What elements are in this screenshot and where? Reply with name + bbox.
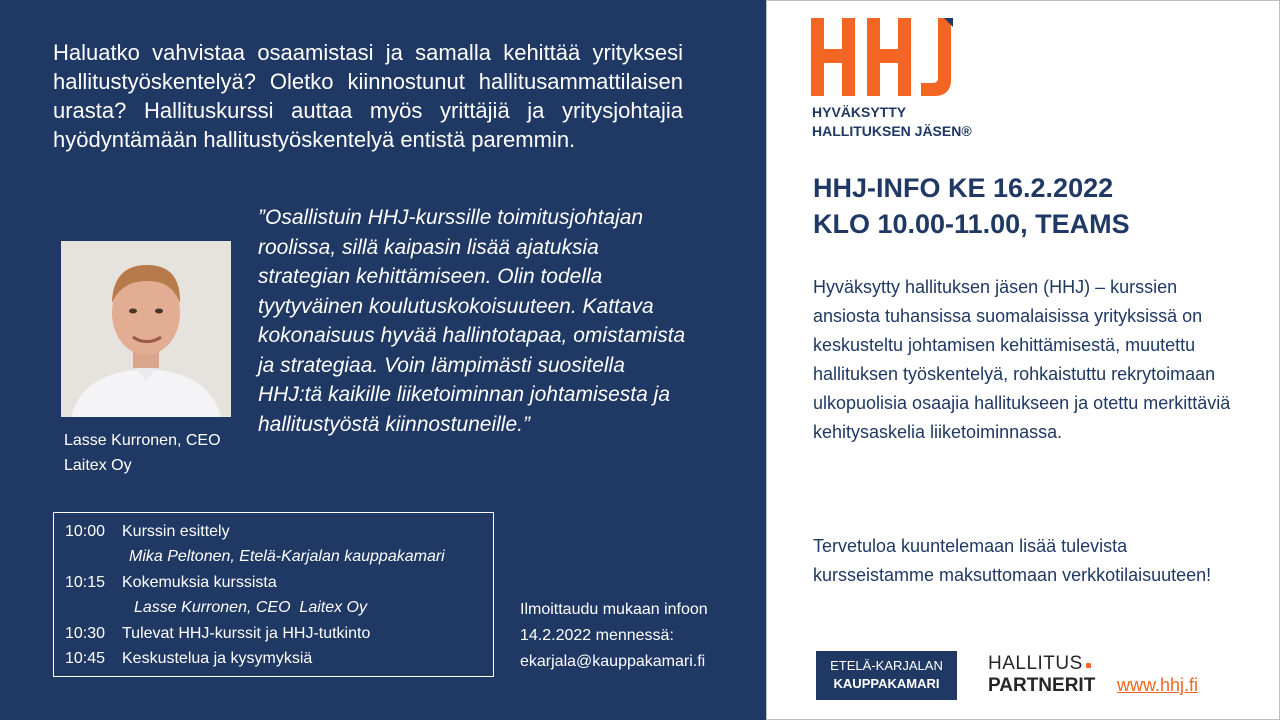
agenda-item	[65, 570, 493, 596]
speaker-caption	[64, 428, 264, 478]
registration-email[interactable]: ekarjala@kauppakamari.fi	[520, 653, 706, 670]
hallitus-wordmark	[988, 653, 1083, 675]
agenda-time: 10:00	[65, 522, 106, 540]
hhj-logo-line2: HALLITUKSEN JÄSEN®	[812, 123, 972, 139]
hallitus-line1-text: HALLITUS	[988, 653, 1083, 674]
agenda-time: 10:45	[65, 650, 106, 668]
hallituspartnerit-logo	[988, 653, 1098, 697]
agenda-speaker: Mika Peltonen, Etelä-Karjalan kauppakamari	[129, 548, 445, 566]
registration-line1: Ilmoittaudu mukaan infoon	[520, 601, 708, 618]
event-date: HHJ-INFO KE 16.2.2022	[813, 173, 1114, 203]
agenda-time: 10:15	[65, 573, 106, 591]
kauppakamari-line2: KAUPPAKAMARI	[833, 676, 940, 691]
event-time-place: KLO 10.00-11.00, TEAMS	[813, 209, 1130, 239]
hhj-logo-text	[812, 104, 972, 141]
agenda-time: 10:30	[65, 624, 106, 642]
website-link[interactable]: www.hhj.fi	[1117, 675, 1199, 695]
agenda-item	[65, 647, 493, 673]
agenda-title: Kokemuksia kurssista	[122, 573, 277, 591]
speaker-name: Lasse Kurronen, CEO	[64, 432, 221, 449]
kauppakamari-logo	[816, 651, 957, 700]
agenda-title: Keskustelua ja kysymyksiä	[122, 650, 313, 668]
agenda-item	[65, 519, 493, 545]
partnerit-wordmark: PARTNERIT	[988, 675, 1096, 696]
registration-deadline: 14.2.2022 mennessä:	[520, 627, 674, 644]
intro-text: Haluatko vahvistaa osaamistasi ja samalla kehittää yrityksesi hallitustyöskentelyä? Oletko kiinnostunut hallitusammattilaisen urasta? Hallituskurssi auttaa myös yrittäjiä ja yritysjohtajia hyödyntämään hallitustyöskentelyä entistä paremmin.	[53, 40, 683, 152]
kauppakamari-line1: ETELÄ-KARJALAN	[830, 658, 943, 673]
speaker-photo	[61, 241, 231, 417]
orange-dot-icon	[1086, 663, 1091, 668]
hhj-logo	[811, 18, 971, 148]
testimonial-quote: ”Osallistuin HHJ-kurssille toimitusjohtajan roolissa, sillä kaipasin lisää ajatuksia strategian kehittämiseen. Olin todella tyytyväinen koulutuskokoisuuteen. Kattava kokonaisuus hyvää hallintotapaa, omistamista ja strategiaa. Voin lämpimästi suositella HHJ:tä kaikille liiketoiminnan johtamisesta ja hallitustyöstä kiinnostuneille.”	[258, 206, 686, 436]
speaker-portrait-image	[61, 241, 231, 417]
agenda-title: Tulevat HHJ-kurssit ja HHJ-tutkinto	[122, 624, 371, 642]
welcome-text: Tervetuloa kuuntelemaan lisää tulevista kursseistamme maksuttomaan verkkotilaisuuteen!	[813, 536, 1212, 585]
agenda-speaker: Lasse Kurronen, CEO Laitex Oy	[134, 599, 367, 617]
speaker-company: Laitex Oy	[64, 457, 132, 474]
description-text: Hyväksytty hallituksen jäsen (HHJ) – kurssien ansiosta tuhansissa suomalaisissa yrityksissä on keskusteltu johtamisen kehittämisestä, muutettu hallituksen työskentelyä, rohkaistuttu rekrytoimaan ulkopuolisia osaajia hallitukseen ja otettu merkittäviä kehitysaskelia liiketoiminnassa.	[813, 277, 1231, 442]
agenda-box	[53, 512, 494, 677]
agenda-item	[65, 621, 493, 647]
event-heading	[813, 170, 1253, 242]
registration-info	[520, 597, 760, 675]
hhj-logo-mark	[811, 18, 956, 96]
hhj-logo-line1: HYVÄKSYTTY	[812, 104, 907, 120]
agenda-title: Kurssin esittely	[122, 522, 230, 540]
